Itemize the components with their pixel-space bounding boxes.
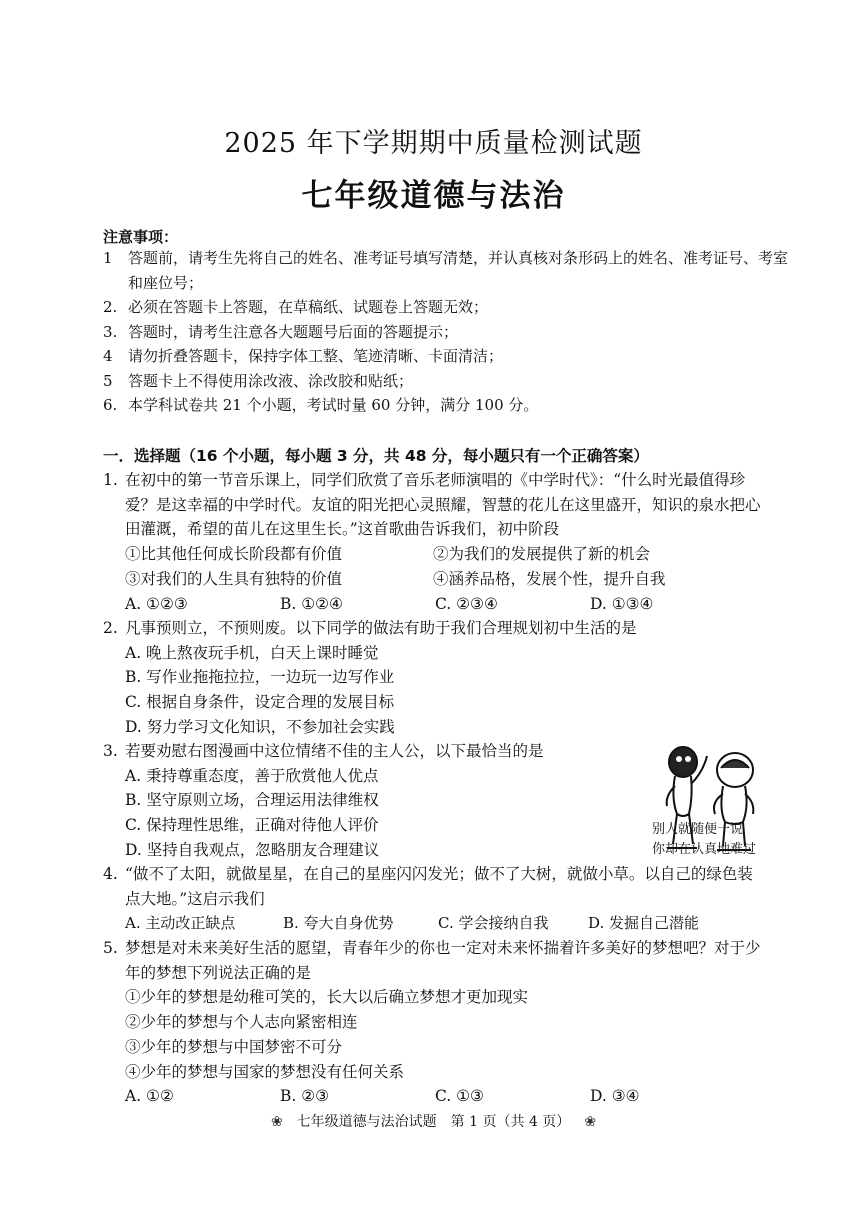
question-stem: “做不了太阳，就做星星，在自己的星座闪闪发光；做不了大树，就做小草。以自己的绿色装点大地。”这启示我们: [125, 865, 753, 908]
flower-ornament-icon: ❀: [270, 1114, 283, 1130]
option-d: D. ③④: [590, 1087, 640, 1106]
option-d: D. 发掘自己潜能: [588, 914, 700, 933]
question-stem: 梦想是对未来美好生活的愿望，青春年少的你也一定对未来怀揣着许多美好的梦想吧？对于少年的梦想下列说法正确的是: [125, 939, 761, 982]
option-b: B. 写作业拖拖拉拉，一边玩一边写作业: [125, 668, 395, 687]
notice-item: [103, 369, 793, 394]
option-a: A. 晚上熬夜玩手机，白天上课时睡觉: [125, 643, 379, 662]
question-stem: 在初中的第一节音乐课上，同学们欣赏了音乐老师演唱的《中学时代》：“什么时光最值得珍爱？是这幸福的中学时代。友谊的阳光把心灵照耀，智慧的花儿在这里盛开，知识的泉水把心田灌溉，希望的苗儿在这里生长。”这首歌曲告诉我们，初中阶段: [125, 471, 761, 539]
option-c: C. ②③④: [435, 594, 498, 613]
option-d: D. ①③④: [590, 594, 654, 613]
question-number: 1.: [103, 471, 118, 489]
notice-heading: 注意事项：: [103, 228, 179, 246]
option-a: A. ①②③: [125, 594, 188, 613]
notice-num: 1: [103, 249, 113, 267]
notice-text: 答题时，请考生注意各大题题号后面的答题提示；: [128, 322, 459, 341]
cartoon-caption-line2: 你却在认真地难过: [652, 842, 757, 857]
option-b: B. ①②④: [280, 594, 343, 613]
option-c: C. 保持理性思维，正确对待他人评价: [125, 816, 379, 835]
notice-item: [103, 320, 793, 345]
question-number: 5.: [103, 939, 118, 957]
question-1: [103, 468, 768, 616]
question-3: [103, 739, 643, 863]
question-number: 4.: [103, 865, 118, 883]
notice-num: 4: [103, 347, 113, 365]
statement-1: ①比其他任何成长阶段都有价值: [125, 545, 343, 564]
notice-item: [103, 393, 793, 418]
option-b: B. ②③: [280, 1087, 330, 1106]
notice-text: 本学科试卷共 21 个小题，考试时量 60 分钟，满分 100 分。: [128, 396, 539, 414]
statement-3: ③对我们的人生具有独特的价值: [125, 569, 343, 588]
notice-item: [103, 295, 793, 320]
question-stem: 凡事预则立，不预则废。以下同学的做法有助于我们合理规划初中生活的是: [125, 619, 637, 637]
statement-1: ①少年的梦想是幼稚可笑的，长大以后确立梦想才更加现实: [125, 988, 529, 1007]
question-number: 3.: [103, 742, 118, 760]
notice-num: 2.: [103, 298, 118, 316]
statement-4: ④涵养品格，发展个性，提升自我: [433, 569, 666, 588]
notice-item: [103, 344, 793, 369]
notice-text: 请勿折叠答题卡，保持字体工整、笔迹清晰、卡面清洁；: [128, 347, 504, 365]
notice-text: 必须在答题卡上答题，在草稿纸、试题卷上答题无效；: [128, 298, 489, 316]
exam-title: 2025 年下学期期中质量检测试题: [224, 128, 643, 159]
option-d: D. 坚持自我观点，忽略朋友合理建议: [125, 840, 380, 859]
option-c: C. ①③: [435, 1087, 484, 1106]
option-a: A. 主动改正缺点: [125, 914, 236, 933]
cartoon-caption-line1: 别人就随便一说: [652, 822, 744, 837]
section-heading: 一．选择题（16 个小题，每小题 3 分，共 48 分，每小题只有一个正确答案）: [103, 447, 649, 465]
question-stem: 若要劝慰右图漫画中这位情绪不佳的主人公，以下最恰当的是: [125, 742, 544, 760]
statement-2: ②少年的梦想与个人志向紧密相连: [125, 1013, 358, 1032]
question-4: [103, 862, 768, 936]
question-2: [103, 616, 768, 740]
notice-num: 6.: [103, 396, 118, 414]
option-c: C. 学会接纳自我: [438, 914, 549, 933]
option-a: A. 秉持尊重态度，善于欣赏他人优点: [125, 766, 379, 785]
notice-item: [103, 246, 793, 295]
notice-list: [103, 246, 793, 418]
option-d: D. 努力学习文化知识，不参加社会实践: [125, 717, 395, 736]
notice-text: 答题卡上不得使用涂改液、涂改胶和贴纸；: [128, 371, 414, 390]
statement-2: ②为我们的发展提供了新的机会: [433, 545, 651, 564]
option-b: B. 夸大自身优势: [283, 914, 394, 933]
flower-ornament-icon: ❀: [584, 1114, 597, 1130]
subject-title: 七年级道德与法治: [301, 178, 566, 214]
notice-num: 3.: [103, 322, 118, 341]
statement-4: ④少年的梦想与国家的梦想没有任何关系: [125, 1062, 405, 1081]
statement-3: ③少年的梦想与中国梦密不可分: [125, 1037, 343, 1056]
notice-text: 答题前，请考生先将自己的姓名、准考证号填写清楚，并认真核对条形码上的姓名、准考证号、考室和座位号；: [128, 249, 789, 292]
question-5: [103, 936, 773, 1109]
option-c: C. 根据自身条件，设定合理的发展目标: [125, 693, 395, 712]
option-b: B. 坚守原则立场，合理运用法律维权: [125, 791, 379, 810]
notice-num: 5: [103, 371, 113, 390]
option-a: A. ①②: [125, 1087, 174, 1106]
question-number: 2.: [103, 619, 118, 637]
footer-text: 七年级道德与法治试题 第 1 页（共 4 页）: [296, 1114, 571, 1130]
page-footer: [0, 1111, 867, 1131]
